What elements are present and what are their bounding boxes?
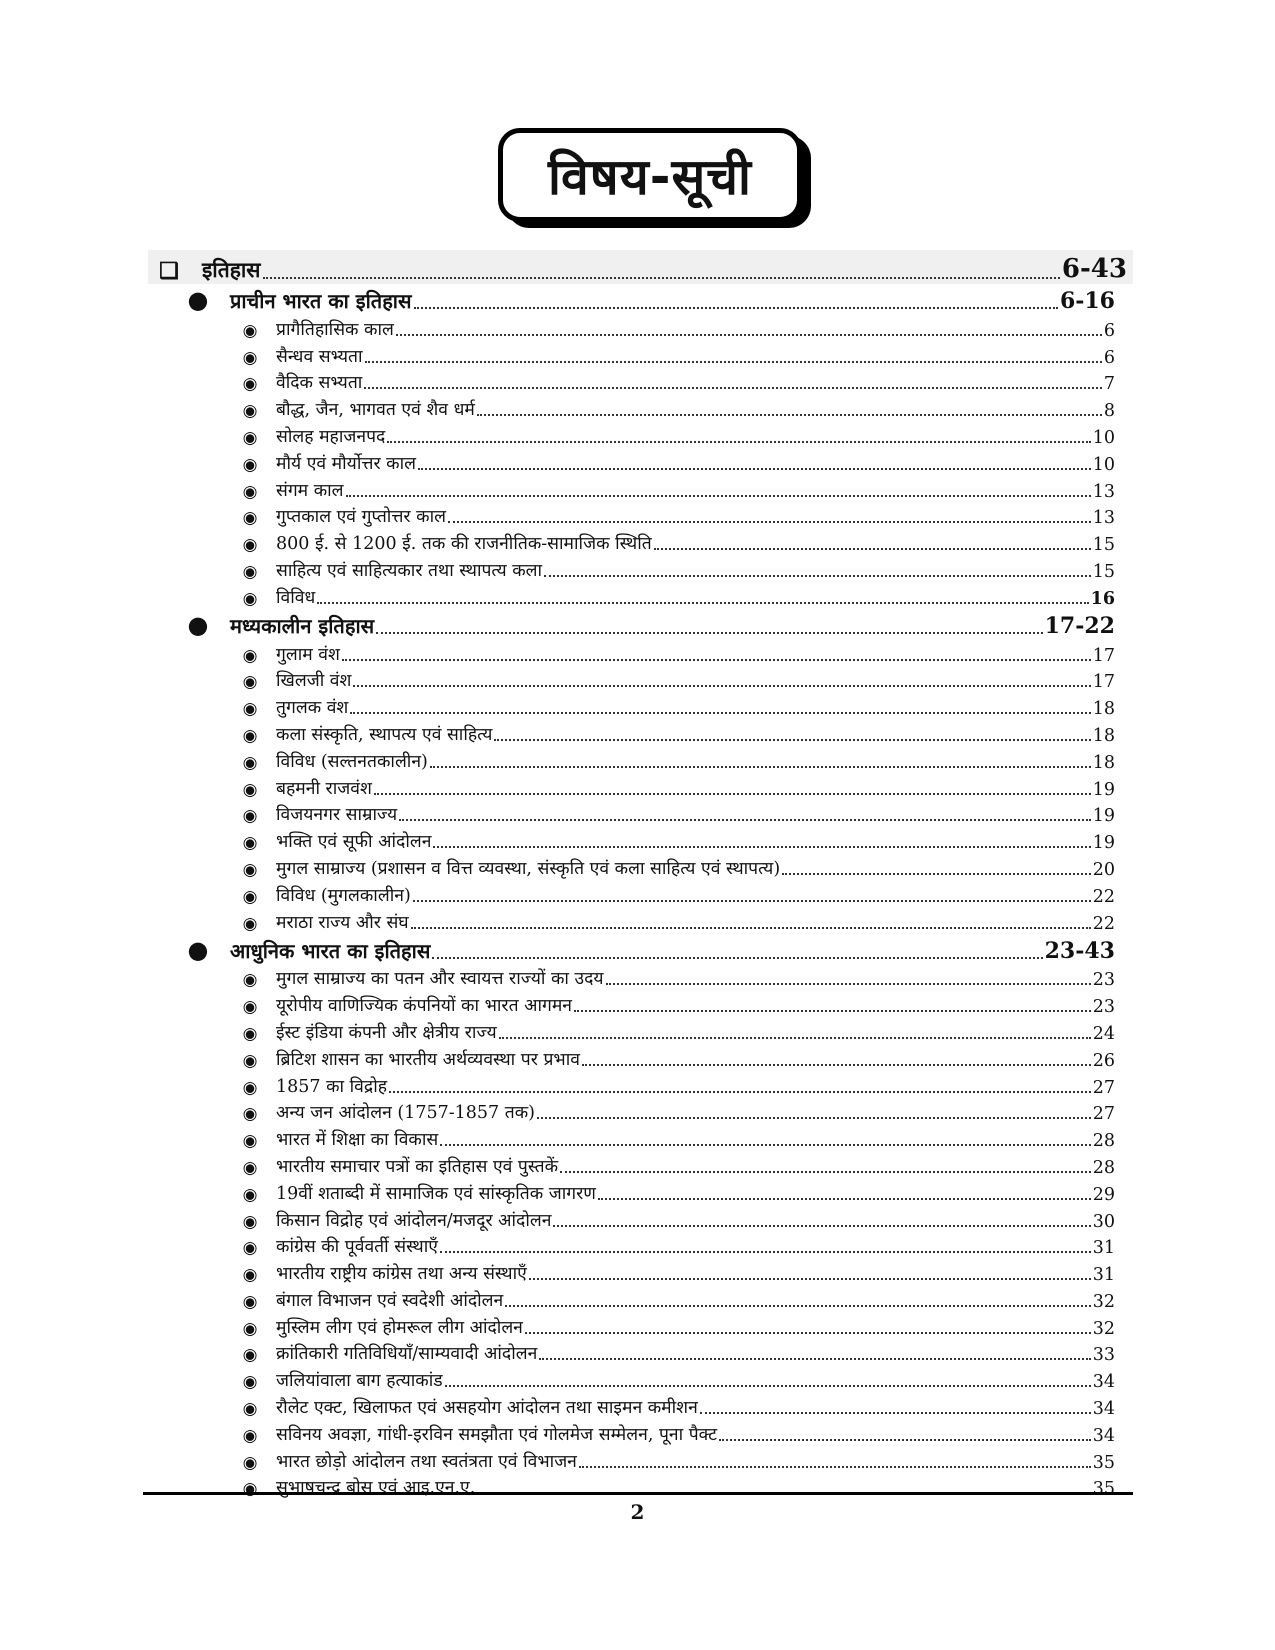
topic-title: भारतीय राष्ट्रीय कांग्रेस तथा अन्य संस्थाएँ [276,1264,527,1285]
toc-topic-row[interactable] [148,773,1133,800]
topic-page: 33 [1092,1345,1115,1366]
topic-title: ब्रिटिश शासन का भारतीय अर्थव्यवस्था पर प्रभाव [276,1049,580,1070]
topic-title: मुस्लिम लीग एवं होमरूल लीग आंदोलन [276,1317,523,1338]
toc-topic-row[interactable] [148,555,1133,582]
circled-dot-icon: ◉ [242,1425,258,1446]
dot-leader [440,1232,1091,1253]
topic-title: किसान विद्रोह एवं आंदोलन/मजदूर आंदोलन [276,1210,552,1231]
circled-dot-icon: ◉ [242,970,258,991]
circled-dot-icon: ◉ [242,1372,258,1393]
circled-dot-icon: ◉ [242,1050,258,1071]
dot-leader [350,693,1090,714]
topic-title: यूरोपीय वाणिज्यिक कंपनियों का भारत आगमन [276,996,573,1017]
toc-topic-row[interactable] [148,907,1133,934]
topic-title: मराठा राज्य और संघ [276,912,409,933]
topic-title: संगम काल [276,480,344,501]
topic-title: भारत में शिक्षा का विकास [276,1130,439,1151]
circled-dot-icon: ◉ [242,401,258,422]
topic-title: जलियांवाला बाग हत्याकांड [276,1371,443,1392]
topic-page: 30 [1092,1211,1115,1232]
toc-topic-row[interactable] [148,853,1133,880]
circled-dot-icon: ◉ [242,588,258,609]
dot-leader [544,556,1091,577]
dot-leader [494,720,1090,741]
topic-page: 13 [1092,508,1115,529]
dot-leader [414,285,1058,309]
toc-topic-row[interactable] [148,502,1133,529]
topic-page: 20 [1092,859,1115,880]
section-pages: 6-43 [1061,254,1127,284]
chapter-title: प्राचीन भारत का इतिहास [230,289,412,313]
topic-title: सोलह महाजनपद [276,426,386,447]
topic-title: गुप्तकाल एवं गुप्तोत्तर काल [276,507,446,528]
circled-dot-icon: ◉ [242,561,258,582]
topic-page: 22 [1092,886,1115,907]
circled-dot-icon: ◉ [242,1399,258,1420]
topic-page: 19 [1092,779,1115,800]
circled-dot-icon: ◉ [242,1238,258,1259]
dot-leader [364,368,1102,389]
dot-leader [445,1366,1091,1387]
toc-topic-row[interactable] [148,368,1133,395]
toc-topic-row[interactable] [148,1446,1133,1473]
circled-dot-icon: ◉ [242,913,258,934]
title-frame [498,128,816,231]
dot-leader [579,1446,1091,1467]
toc-topic-row[interactable] [148,528,1133,555]
chapter-title: मध्यकालीन इतिहास [230,613,375,638]
topic-page: 27 [1092,1077,1115,1098]
dot-leader [418,449,1091,470]
circled-dot-icon: ◉ [242,859,258,880]
toc-topic-row[interactable] [148,1258,1133,1285]
topic-page: 18 [1092,699,1115,720]
circled-dot-icon: ◉ [242,1291,258,1312]
topic-title: विविध (सल्तनतकालीन) [276,751,428,772]
dot-leader [782,854,1091,875]
topic-title: विजयनगर साम्राज्य [276,805,398,826]
toc-topic-row[interactable] [148,394,1133,421]
toc-chapter-row[interactable] [148,934,1133,964]
topic-title: गुलाम वंश [276,644,340,665]
circled-dot-icon: ◉ [242,1157,258,1178]
topic-page: 17 [1092,645,1115,666]
topic-title: बौद्ध, जैन, भागवत एवं शैव धर्म [276,400,475,421]
toc-topic-row[interactable] [148,1071,1133,1098]
toc-topic-row[interactable] [148,964,1133,991]
toc-topic-row[interactable] [148,692,1133,719]
topic-page: 17 [1092,672,1115,693]
topic-page: 8 [1103,401,1115,422]
toc-topic-row[interactable] [148,1151,1133,1178]
dot-leader [413,880,1091,901]
topic-page: 31 [1092,1238,1115,1259]
circled-dot-icon: ◉ [242,374,258,395]
dot-leader [396,315,1102,336]
topic-page: 32 [1092,1291,1115,1312]
toc-topic-row[interactable] [148,421,1133,448]
topic-title: तुगलक वंश [276,698,349,719]
circled-dot-icon: ◉ [242,672,258,693]
circled-dot-icon: ◉ [242,752,258,773]
topic-page: 7 [1103,374,1115,395]
toc-topic-row[interactable] [148,1044,1133,1071]
topic-page: 34 [1092,1399,1115,1420]
dot-leader [582,1044,1091,1065]
topic-title: मुगल साम्राज्य का पतन और स्वायत्त राज्यों का उदय [276,969,604,990]
toc-topic-row[interactable] [148,746,1133,773]
topic-page: 34 [1092,1425,1115,1446]
chapter-title: आधुनिक भारत का इतिहास [230,938,431,963]
circled-dot-icon: ◉ [242,481,258,502]
toc-topic-row[interactable] [148,582,1133,609]
circled-dot-icon: ◉ [242,1184,258,1205]
toc-topic-row[interactable] [148,1392,1133,1419]
topic-page: 31 [1092,1265,1115,1286]
title-box [498,128,802,222]
toc-topic-row[interactable] [148,800,1133,827]
dot-leader [529,1259,1091,1280]
toc-topic-row[interactable] [148,1232,1133,1259]
toc-topic-row[interactable] [148,639,1133,666]
toc-topic-row[interactable] [148,666,1133,693]
toc-topic-row[interactable] [148,314,1133,341]
footer-rule [143,1492,1133,1495]
topic-page: 6 [1103,347,1115,368]
topic-page: 19 [1092,833,1115,854]
circled-dot-icon: ◉ [242,1023,258,1044]
circled-dot-icon: ◉ [242,645,258,666]
circled-dot-icon: ◉ [242,508,258,529]
dot-leader [525,1312,1091,1333]
topic-title: सैन्धव सभ्यता [276,346,363,367]
topic-title: बंगाल विभाजन एवं स्वदेशी आंदोलन [276,1290,504,1311]
circled-dot-icon: ◉ [242,699,258,720]
circled-dot-icon: ◉ [242,886,258,907]
toc-topic-row[interactable] [148,719,1133,746]
dot-leader [342,639,1091,660]
topic-page: 28 [1092,1131,1115,1152]
dot-leader [560,1152,1091,1173]
toc-topic-row[interactable] [148,341,1133,368]
circled-dot-icon: ◉ [242,779,258,800]
toc-topic-row[interactable] [148,1365,1133,1392]
dot-leader [499,1018,1091,1039]
toc-chapter-row[interactable] [148,609,1133,639]
toc-section-row[interactable] [148,250,1133,284]
circled-dot-icon: ◉ [242,806,258,827]
dot-leader [606,964,1091,985]
circled-dot-icon: ◉ [242,1211,258,1232]
dot-leader [700,1393,1091,1414]
topic-title: वैदिक सभ्यता [276,373,363,394]
topic-title: सुभाषचन्द्र बोस एवं आइ.एन.ए. [276,1478,476,1499]
toc-topic-row[interactable] [148,1205,1133,1232]
topic-title: 1857 का विद्रोह [276,1076,388,1097]
dot-leader [430,747,1091,768]
dot-leader [448,502,1091,523]
circled-dot-icon: ◉ [242,833,258,854]
circled-dot-icon: ◉ [242,454,258,475]
circled-dot-icon: ◉ [242,1265,258,1286]
topic-page: 10 [1092,427,1115,448]
topic-page: 35 [1092,1452,1115,1473]
topic-title: 800 ई. से 1200 ई. तक की राजनीतिक-सामाजिक स्थिति [276,534,652,555]
topic-page: 27 [1092,1104,1115,1125]
topic-title: सविनय अवज्ञा, गांधी-इरविन समझौता एवं गोलमेज सम्मेलन, पूना पैक्ट [276,1424,718,1445]
topic-title: भारतीय समाचार पत्रों का इतिहास एवं पुस्तकें [276,1156,559,1177]
dot-leader [353,666,1090,687]
dot-leader [574,991,1091,1012]
dot-leader [411,907,1091,928]
toc-topic-row[interactable] [148,1098,1133,1125]
topic-title: रौलेट एक्ट, खिलाफत एवं असहयोग आंदोलन तथा साइमन कमीशन [276,1398,698,1419]
topic-page: 19 [1092,806,1115,827]
topic-title: खिलजी वंश [276,671,352,692]
topic-page: 22 [1092,913,1115,934]
toc-topic-row[interactable] [148,1124,1133,1151]
topic-title: 19वीं शताब्दी में सामाजिक एवं सांस्कृतिक जागरण [276,1183,596,1204]
toc-topic-row[interactable] [148,1178,1133,1205]
dot-leader [433,827,1090,848]
chapter-pages: 17-22 [1044,612,1115,639]
topic-title: क्रांतिकारी गतिविधियाँ/साम्यवादी आंदोलन [276,1344,538,1365]
dot-leader [440,1125,1090,1146]
topic-title: साहित्य एवं साहित्यकार तथा स्थापत्य कला [276,560,543,581]
dot-leader [537,1098,1091,1119]
topic-page: 10 [1092,454,1115,475]
dot-leader [346,475,1091,496]
topic-title: कला संस्कृति, स्थापत्य एवं साहित्य [276,724,493,745]
dot-leader [432,935,1042,959]
page-number: 2 [630,1500,645,1524]
toc-chapter-row[interactable] [148,284,1133,314]
chapter-pages: 6-16 [1059,288,1115,314]
dot-leader [654,529,1091,550]
topic-page: 23 [1092,970,1115,991]
filled-circle-icon: ● [187,285,209,314]
dot-leader [553,1205,1090,1226]
topic-page: 29 [1092,1184,1115,1205]
toc-topic-row[interactable] [148,1285,1133,1312]
topic-page: 35 [1092,1479,1115,1500]
toc-topic-row[interactable] [148,880,1133,907]
topic-page: 16 [1090,588,1115,609]
topic-title: ईस्ट इंडिया कंपनी और क्षेत्रीय राज्य [276,1022,497,1043]
circled-dot-icon: ◉ [242,1318,258,1339]
square-checkbox-icon: ❑ [159,258,179,284]
topic-page: 6 [1103,320,1115,341]
dot-leader [389,1071,1091,1092]
dot-leader [387,422,1090,443]
circled-dot-icon: ◉ [242,1345,258,1366]
circled-dot-icon: ◉ [242,1479,258,1500]
toc-topic-row[interactable] [148,826,1133,853]
filled-circle-icon: ● [187,609,209,639]
circled-dot-icon: ◉ [242,1077,258,1098]
topic-title: भारत छोड़ो आंदोलन तथा स्वतंत्रता एवं विभाजन [276,1451,577,1472]
toc-topic-row[interactable] [148,475,1133,502]
circled-dot-icon: ◉ [242,997,258,1018]
chapter-pages: 23-43 [1044,937,1115,964]
topic-title: मौर्य एवं मौर्योत्तर काल [276,453,417,474]
dot-leader [598,1178,1091,1199]
topic-title: बहमनी राजवंश [276,778,372,799]
topic-page: 18 [1092,752,1115,773]
filled-circle-icon: ● [187,934,209,964]
circled-dot-icon: ◉ [242,427,258,448]
toc-topic-row[interactable] [148,1017,1133,1044]
topic-title: अन्य जन आंदोलन (1757-1857 तक) [276,1103,535,1124]
topic-page: 34 [1092,1372,1115,1393]
topic-title: विविध [276,587,316,608]
topic-page: 23 [1092,997,1115,1018]
dot-leader [477,395,1102,416]
dot-leader [263,254,1060,279]
circled-dot-icon: ◉ [242,347,258,368]
topic-page: 26 [1092,1050,1115,1071]
topic-page: 15 [1092,561,1115,582]
circled-dot-icon: ◉ [242,535,258,556]
topic-page: 28 [1092,1157,1115,1178]
topic-page: 24 [1092,1023,1115,1044]
toc-topic-row[interactable] [148,1312,1133,1339]
dot-leader [399,800,1091,821]
circled-dot-icon: ◉ [242,320,258,341]
topic-title: प्रागैतिहासिक काल [276,319,394,340]
dot-leader [376,610,1042,634]
table-of-contents [148,250,1133,1499]
topic-page: 13 [1092,481,1115,502]
topic-page: 32 [1092,1318,1115,1339]
dot-leader [317,583,1088,604]
dot-leader [505,1286,1090,1307]
topic-title: मुगल साम्राज्य (प्रशासन व वित्त व्यवस्था, संस्कृति एवं कला साहित्य एवं स्थापत्य) [276,858,781,879]
toc-topic-row[interactable] [148,1339,1133,1366]
circled-dot-icon: ◉ [242,1131,258,1152]
toc-topic-row[interactable] [148,1473,1133,1500]
topic-title: विविध (मुगलकालीन) [276,885,411,906]
chapter-list [148,284,1133,1499]
toc-topic-row[interactable] [148,448,1133,475]
toc-topic-row[interactable] [148,990,1133,1017]
dot-leader [539,1339,1090,1360]
toc-topic-row[interactable] [148,1419,1133,1446]
topic-page: 15 [1092,535,1115,556]
dot-leader [719,1420,1091,1441]
topic-page: 18 [1092,725,1115,746]
circled-dot-icon: ◉ [242,1104,258,1125]
dot-leader [374,773,1091,794]
topic-title: कांग्रेस की पूर्ववर्ती संस्थाएँ [276,1237,438,1258]
page-title: विषय-सूची [548,148,752,206]
topic-title: भक्ति एवं सूफी आंदोलन [276,832,432,853]
circled-dot-icon: ◉ [242,725,258,746]
dot-leader [365,341,1102,362]
circled-dot-icon: ◉ [242,1452,258,1473]
section-title: इतिहास [202,257,261,282]
